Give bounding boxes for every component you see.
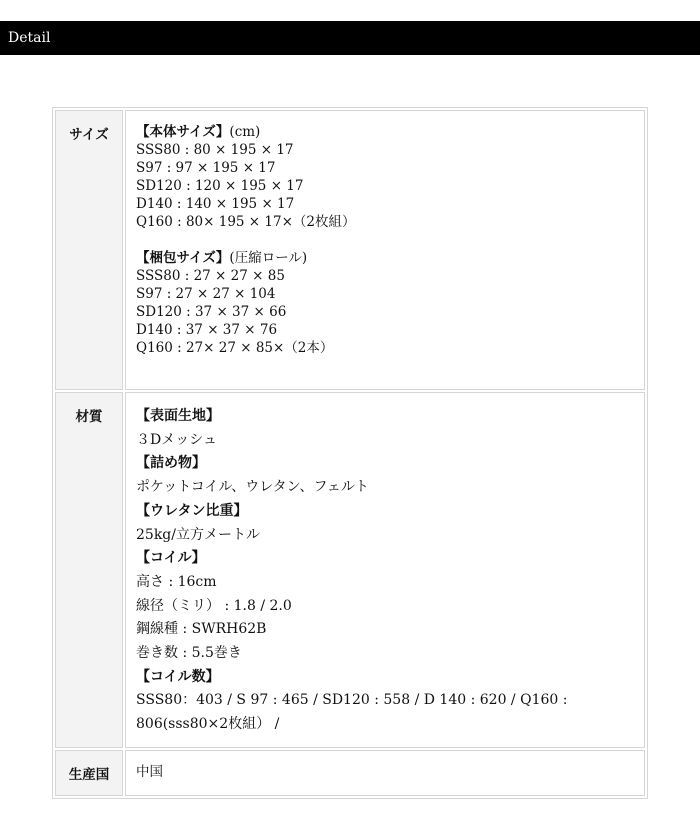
body-size-unit: (cm) [229, 124, 261, 140]
size-row [55, 110, 645, 390]
pack-size-unit: (圧縮ロール) [229, 250, 308, 266]
surface-fabric-heading: 【表面生地】 [136, 408, 220, 424]
urethane-density-heading: 【ウレタン比重】 [136, 502, 248, 519]
filling-value: ポケットコイル、ウレタン、フェルト [136, 479, 369, 496]
origin-row [55, 750, 645, 796]
body-size-line: SSS80 : 80 × 195 × 17 [136, 142, 294, 158]
coil-wire-diameter: 線径（ミリ） : 1.8 / 2.0 [136, 597, 292, 614]
surface-fabric-value: ３Dメッシュ [136, 431, 217, 448]
material-row [55, 392, 645, 748]
filling-heading: 【詰め物】 [136, 455, 206, 472]
pack-size-heading-line [136, 249, 634, 267]
body-size-heading: 【本体サイズ】 [136, 124, 230, 140]
detail-header [0, 21, 700, 55]
body-size-line: S97 : 97 × 195 × 17 [136, 160, 276, 176]
pack-size-line: Q160 : 27× 27 × 85×（2本） [136, 340, 334, 356]
pack-size-line: SD120 : 37 × 37 × 66 [136, 304, 287, 320]
pack-size-line: D140 : 37 × 37 × 76 [136, 322, 278, 338]
coil-count-value: SSS80：403 / S 97 : 465 / SD120 : 558 / D 140 : 620 / Q160 : 806(sss80×2枚組） / [136, 692, 568, 733]
origin-value: 中国 [125, 750, 645, 796]
body-size-line: SD120 : 120 × 195 × 17 [136, 178, 304, 194]
spec-table [52, 107, 648, 799]
coil-height: 高さ : 16cm [136, 573, 217, 590]
origin-label: 生産国 [55, 750, 123, 796]
urethane-density-value: 25kg/立方メートル [136, 526, 260, 543]
spacer [136, 231, 634, 249]
material-label: 材質 [55, 392, 123, 748]
material-value [125, 392, 645, 748]
coil-heading: 【コイル】 [136, 550, 206, 567]
pack-size-heading: 【梱包サイズ】 [136, 250, 230, 266]
pack-size-line: S97 : 27 × 27 × 104 [136, 286, 276, 302]
body-size-line: D140 : 140 × 195 × 17 [136, 196, 295, 212]
detail-title: Detail [8, 30, 51, 46]
coil-count-heading: 【コイル数】 [136, 668, 220, 685]
coil-steel-type: 鋼線種 : SWRH62B [136, 621, 267, 638]
body-size-line: Q160 : 80× 195 × 17×（2枚組） [136, 214, 356, 230]
pack-size-line: SSS80 : 27 × 27 × 85 [136, 268, 285, 284]
size-label: サイズ [55, 110, 123, 390]
size-value [125, 110, 645, 390]
coil-turns: 巻き数 : 5.5巻き [136, 645, 242, 662]
body-size-heading-line [136, 123, 634, 141]
